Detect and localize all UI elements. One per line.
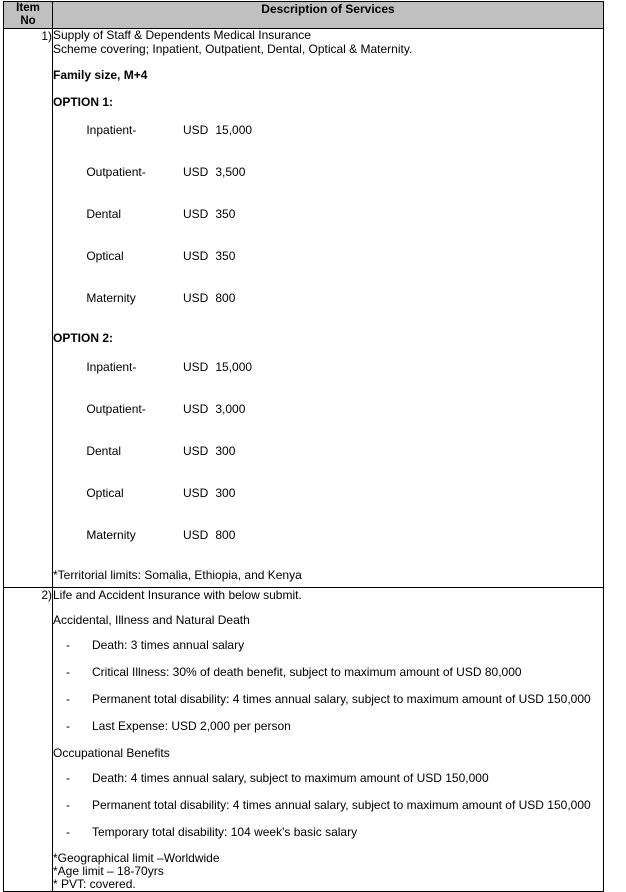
benefit-amount: 350: [215, 207, 236, 221]
list-item: [53, 719, 603, 733]
bullet-marker: -: [66, 771, 70, 785]
list-item-text: Death: 3 times annual salary: [92, 638, 245, 652]
footnote-age-limit: *Age limit – 18-70yrs: [53, 864, 164, 878]
benefit-name: Dental: [86, 443, 122, 458]
option-2-benefit-row: [53, 430, 603, 472]
list-item: [53, 771, 603, 785]
benefit-name: Maternity: [86, 291, 136, 305]
option-1-benefit-row: [53, 109, 603, 151]
benefit-currency: USD: [183, 249, 209, 263]
footnotes-group: [53, 852, 603, 891]
services-description-table: [3, 1, 604, 892]
row-item-number: 1): [4, 29, 53, 588]
option-1-benefit-row: [53, 151, 603, 193]
column-header-item-no-line2: No: [20, 15, 36, 27]
spacer: [53, 83, 603, 96]
benefit-amount: 300: [215, 443, 236, 458]
row-description-medical-insurance: [53, 29, 604, 588]
spacer: [53, 319, 603, 332]
option-1-benefit-row: [53, 277, 603, 319]
option-2-benefit-row: [53, 388, 603, 430]
occupational-benefits-heading: Occupational Benefits: [53, 746, 170, 760]
benefit-name: Inpatient-: [86, 359, 137, 374]
accidental-illness-death-heading: Accidental, Illness and Natural Death: [53, 613, 250, 627]
list-item-text: Permanent total disability: 4 times annual salary, subject to maximum amount of USD 150,000: [92, 692, 591, 706]
benefit-amount: 800: [215, 527, 236, 542]
list-item-text: Critical Illness: 30% of death benefit, subject to maximum amount of USD 80,000: [92, 665, 522, 679]
list-item-text: Permanent total disability: 4 times annual salary, subject to maximum amount of USD 150,000: [92, 798, 591, 812]
benefit-name: Dental: [86, 207, 122, 221]
benefit-name: Maternity: [86, 527, 136, 542]
medical-title-line-1: Supply of Staff & Dependents Medical Insurance: [53, 28, 311, 42]
benefit-amount: 15,000: [215, 359, 253, 374]
option-2-benefit-row: [53, 472, 603, 514]
benefit-name: Optical: [86, 485, 124, 500]
family-size-label: Family size, M+4: [53, 68, 148, 82]
benefit-amount: 3,500: [215, 165, 246, 179]
benefit-amount: 300: [215, 485, 236, 500]
benefit-amount: 15,000: [215, 123, 253, 137]
benefit-currency: USD: [183, 165, 209, 179]
list-item: [53, 798, 603, 812]
benefit-currency: USD: [183, 123, 209, 137]
bullet-marker: -: [66, 638, 70, 652]
bullet-marker: -: [66, 692, 70, 706]
benefit-currency: USD: [183, 207, 209, 221]
column-header-item-no: [4, 2, 53, 29]
row-item-number: 2): [4, 588, 53, 892]
list-item-text: Temporary total disability: 104 week's basic salary: [92, 825, 358, 839]
bullet-marker: -: [66, 665, 70, 679]
benefit-name: Outpatient-: [86, 165, 146, 179]
benefit-currency: USD: [183, 485, 209, 500]
benefit-currency: USD: [183, 401, 209, 416]
option-2-benefit-row: [53, 514, 603, 556]
list-item-text: Death: 4 times annual salary, subject to maximum amount of USD 150,000: [92, 771, 489, 785]
list-item: [53, 665, 603, 679]
bullet-marker: -: [66, 798, 70, 812]
spacer: [53, 582, 603, 587]
option-1-benefit-row: [53, 235, 603, 277]
bullet-marker: -: [66, 825, 70, 839]
benefit-amount: 800: [215, 291, 236, 305]
life-insurance-intro: Life and Accident Insurance with below submit.: [53, 588, 302, 602]
footnote-pvt: * PVT: covered.: [53, 877, 136, 891]
table-header-row: [4, 2, 604, 29]
list-item: [53, 638, 603, 652]
row-description-life-accident-insurance: [53, 588, 604, 892]
option-2-label: OPTION 2:: [53, 331, 114, 345]
benefit-name: Optical: [86, 249, 124, 263]
benefit-name: Inpatient-: [86, 123, 137, 137]
benefit-name: Outpatient-: [86, 401, 146, 416]
option-1-label: OPTION 1:: [53, 94, 114, 109]
list-item: [53, 692, 603, 706]
medical-title-line-2: Scheme covering; Inpatient, Outpatient, Dental, Optical & Maternity.: [53, 41, 413, 56]
benefit-amount: 3,000: [215, 401, 246, 416]
column-header-description: Description of Services: [53, 2, 604, 29]
benefit-amount: 350: [215, 249, 236, 263]
option-2-benefit-row: [53, 346, 603, 388]
footnote-geographical-limit: *Geographical limit –Worldwide: [53, 851, 220, 865]
list-item: [53, 825, 603, 839]
territorial-limits-note: *Territorial limits: Somalia, Ethiopia, and Kenya: [53, 567, 302, 582]
benefit-currency: USD: [183, 359, 209, 374]
benefit-currency: USD: [183, 291, 209, 305]
table-row: [4, 29, 604, 588]
table-row: [4, 588, 604, 892]
list-item-text: Last Expense: USD 2,000 per person: [92, 719, 291, 733]
bullet-marker: -: [66, 719, 70, 733]
column-header-item-no-line1: Item: [16, 2, 40, 14]
option-1-benefit-row: [53, 193, 603, 235]
benefit-currency: USD: [183, 443, 209, 458]
benefit-currency: USD: [183, 527, 209, 542]
